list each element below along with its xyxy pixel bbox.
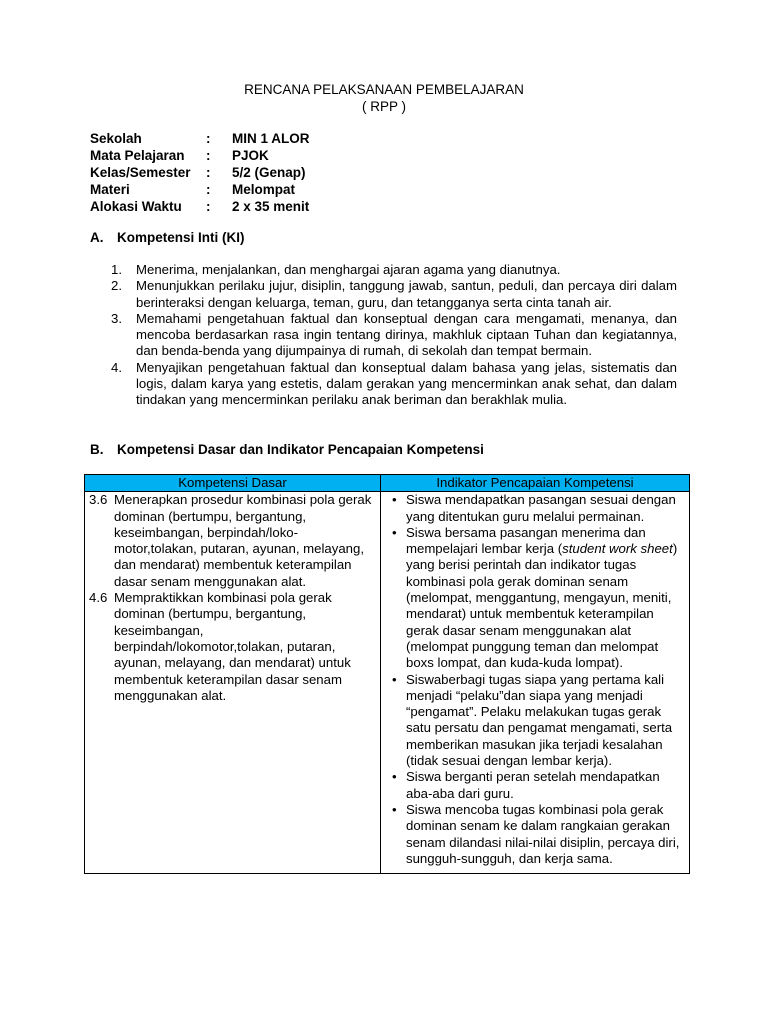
list-item: 2. Menunjukkan perilaku jujur, disiplin, tanggung jawab, santun, peduli, dan percaya diri dalam berinteraksi dengan keluarga, teman, guru, dan tetangganya serta cinta tanah air. xyxy=(111,278,677,310)
document-title xyxy=(0,81,768,115)
title-sub: ( RPP ) xyxy=(361,99,406,114)
list-item: 4. Menyajikan pengetahuan faktual dan konseptual dalam bahasa yang jelas, sistematis dan logis, dalam karya yang estetis, dalam gerakan yang mencerminkan anak sehat, dan dalam tindakan yang mencerminkan perilaku anak beriman dan berakhlak mulia. xyxy=(111,359,677,408)
identity-block xyxy=(90,130,310,215)
list-item: 3. Memahami pengetahuan faktual dan konseptual dengan cara mengamati, menanya, dan mencoba berdasarkan rasa ingin tentang dirinya, makhluk ciptaan Tuhan dan kegiatannya, dan benda-benda yang dijumpainya di rumah, di sekolah dan tempat bermain. xyxy=(111,310,677,359)
info-row-alokasi-waktu: Alokasi Waktu : 2 x 35 menit xyxy=(90,199,310,214)
kd-table xyxy=(84,474,690,874)
info-row-materi: Materi : Melompat xyxy=(90,182,296,197)
title-main: RENCANA PELAKSANAAN PEMBELAJARAN xyxy=(244,82,524,97)
header-kompetensi-dasar: Kompetensi Dasar xyxy=(85,475,381,492)
list-item: • Siswaberbagi tugas siapa yang pertama kali menjadi “pelaku”dan siapa yang menjadi “pengamat”. Pelaku melakukan tugas gerak satu persatu dan pengamat mengamati, serta memberikan masukan jika terjadi kesalahan (tidak sesuai dengan lembar kerja). xyxy=(385,672,685,770)
kd-cell xyxy=(85,492,381,874)
list-item: • Siswa mencoba tugas kombinasi pola gerak dominan senam ke dalam rangkaian gerakan senam dilandasi nilai-nilai disiplin, percaya diri, sungguh-sungguh, dan kerja sama. xyxy=(385,802,685,867)
section-a-heading: A. Kompetensi Inti (KI) xyxy=(90,230,245,245)
indikator-cell xyxy=(381,492,690,874)
info-row-sekolah: Sekolah : MIN 1 ALOR xyxy=(90,131,310,146)
ki-list xyxy=(111,262,677,409)
list-item: • Siswa bersama pasangan menerima dan mempelajari lembar kerja (student work sheet) yang berisi perintah dan indikator tugas kombinasi pola gerak dominan senam (melompat, menggantung, mengayun, meniti, mendarat) untuk membentuk keterampilan gerak dasar senam menggunakan alat (melompat punggung teman dan melompat boxs lompat, dan kuda-kuda lompat). xyxy=(385,525,685,672)
indikator-list xyxy=(385,492,685,867)
section-b-heading: B. Kompetensi Dasar dan Indikator Pencapaian Kompetensi xyxy=(90,442,484,457)
list-item: • Siswa mendapatkan pasangan sesuai dengan yang ditentukan guru melalui permainan. xyxy=(385,492,685,525)
info-row-kelas-semester: Kelas/Semester : 5/2 (Genap) xyxy=(90,165,306,180)
list-item: • Siswa berganti peran setelah mendapatkan aba-aba dari guru. xyxy=(385,769,685,802)
kd-item: 4.6 Mempraktikkan kombinasi pola gerak dominan (bertumpu, bergantung, keseimbangan, berpindah/lokomotor,tolakan, putaran, ayunan, melayang, dan mendarat) untuk membentuk keterampilan dasar senam menggunakan alat. xyxy=(89,590,351,703)
list-item: 1. Menerima, menjalankan, dan menghargai ajaran agama yang dianutnya. xyxy=(111,262,561,277)
header-indikator: Indikator Pencapaian Kompetensi xyxy=(381,475,690,492)
table-header-row xyxy=(85,475,690,492)
kd-item: 3.6 Menerapkan prosedur kombinasi pola gerak dominan (bertumpu, bergantung, keseimbangan, berpindah/loko-motor,tolakan, putaran, ayunan, melayang, dan mendarat) membentuk keterampilan dasar senam menggunakan alat. xyxy=(89,492,372,589)
info-row-mata-pelajaran: Mata Pelajaran : PJOK xyxy=(90,148,269,163)
table-row xyxy=(85,492,690,874)
